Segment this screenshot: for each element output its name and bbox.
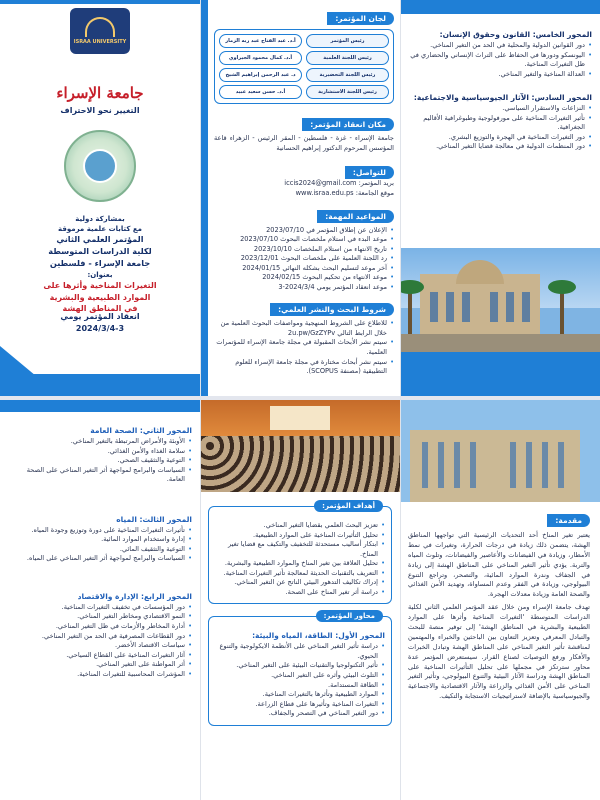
list-item: • أدارة المخاطر والأزمات في ظل التغير المناخي. bbox=[8, 622, 192, 632]
conference-title-line: الموارد الطبيعية والبشرية bbox=[49, 292, 151, 302]
committee-name: أ.د. حسن سعيد عبيد bbox=[219, 85, 302, 99]
contact-title: للتواصل: bbox=[345, 166, 394, 179]
axis1-list bbox=[215, 642, 385, 718]
list-item: • إدراك تكاليف التدهور البيئي الناتج عن التغير المناخي. bbox=[215, 578, 385, 588]
list-item: • موعد البدء في استلام ملخصات البحوث 2023/07/10 bbox=[214, 235, 394, 245]
list-item: • سيتم نشر الأبحاث المقبولة في مجلة جامعة الإسراء للمؤتمرات العلمية. bbox=[214, 338, 394, 357]
axes-2-4-panel bbox=[0, 400, 200, 800]
cover-line: جامعة الإسراء - فلسطين bbox=[49, 258, 151, 269]
axis2-title: المحور الثاني: الصحة العامة bbox=[90, 426, 192, 435]
axis3-list bbox=[8, 526, 192, 564]
top-band bbox=[0, 400, 200, 412]
conference-title-line: التغيرات المناخية وأثرها على bbox=[43, 281, 157, 291]
goals-title: أهداف المؤتمر: bbox=[314, 500, 383, 512]
cover-panel bbox=[0, 0, 200, 396]
contact-email[interactable]: بريد المؤتمر: iccis2024@gmail.com bbox=[284, 178, 394, 187]
list-item: • موعد انعقاد المؤتمر يومي 2024/3/4-3 bbox=[214, 283, 394, 293]
list-item: • دور التغيرات المناخية في الهجرة والتوزيع البشري. bbox=[410, 133, 592, 143]
conference-title-line: في المناطق الهشة bbox=[62, 304, 138, 314]
top-accent bbox=[0, 0, 200, 4]
list-item: • التوعية والتثقيف المائي. bbox=[8, 545, 192, 555]
list-item: • دور القوانين الدولية والمحلية في الحد من التغير المناخي. bbox=[410, 41, 592, 51]
list-item: • أثر المواطنة على التغير المناخي. bbox=[8, 660, 192, 670]
list-item: • دور المنظمات الدولية في معالجة قضايا التغير المناخي. bbox=[410, 142, 592, 152]
axis4-list bbox=[8, 603, 192, 679]
list-item: • النزاعات والاستقرار السياسي. bbox=[410, 104, 592, 114]
introduction-panel bbox=[400, 400, 600, 800]
list-item: • الطاقة المستدامة. bbox=[215, 681, 385, 691]
list-item: • تاريخ الانتهاء من استلام الملخصات 2023/10/10 bbox=[214, 245, 394, 255]
intro-title: مقدمة: bbox=[547, 514, 590, 527]
list-item: • سيتم نشر أبحاث مختارة في مجلة جامعة الإسراء للعلوم التطبيقية (مصنفة SCOPUS). bbox=[214, 358, 394, 377]
list-item: • تحليل التأثيرات المناخية على الموارد الطبيعية. bbox=[215, 531, 385, 541]
conference-badge bbox=[64, 130, 136, 202]
list-item: • السياسات والبرامج لمواجهة أثر التغير المناخي على الصحة العامة. bbox=[8, 466, 192, 485]
cover-text bbox=[10, 214, 190, 315]
conference-date-label: انعقاد المؤتمر يومي bbox=[60, 312, 140, 321]
fold-divider bbox=[400, 0, 401, 800]
committee-role: رئيس اللجنة العلمية bbox=[306, 51, 389, 65]
university-building-photo bbox=[400, 248, 600, 352]
committee-role: رئيس المؤتمر bbox=[306, 34, 389, 48]
list-item: • دور التغير المناخي في التصحر والجفاف. bbox=[215, 709, 385, 719]
committee-role: رئيس اللجنة الاستشارية bbox=[306, 85, 389, 99]
axes-title: محاور المؤتمر: bbox=[316, 610, 383, 622]
committee-name: د. عبد الرحمن إبراهيم الشيخ bbox=[219, 68, 302, 82]
goals-box bbox=[208, 502, 392, 604]
list-item: • الأوبئة والأمراض المرتبطة بالتغير المناخي. bbox=[8, 437, 192, 447]
cover-line: بمشاركة دولية bbox=[75, 215, 125, 223]
list-item: • السياسات والبرامج لمواجهة أثر التغير المناخي على المياه. bbox=[8, 554, 192, 564]
list-item: • دور المؤسسات في تخفيف التغيرات المناخية. bbox=[8, 603, 192, 613]
cover-line: مع كتابات علمية مرموقة bbox=[58, 225, 142, 234]
venue-title: مكان انعقاد المؤتمر: bbox=[302, 118, 394, 131]
list-item: • تحليل العلاقة بين تغير المناخ والموارد الطبيعية والبشرية. bbox=[215, 559, 385, 569]
list-item: • تأثير التكنولوجيا والتقنيات البيئية على التغير المناخي. bbox=[215, 661, 385, 671]
conference-hall-photo bbox=[200, 400, 400, 492]
list-item: • رد اللجنة العلمية على ملخصات البحوث 2023/12/01 bbox=[214, 254, 394, 264]
list-item: • سلامة الغذاء والأمن الغذائي. bbox=[8, 447, 192, 457]
list-item: • آخر موعد لتسليم البحث بشكله النهائي 2024/01/15 bbox=[214, 264, 394, 274]
axis3-title: المحور الثالث: المياه bbox=[116, 514, 192, 524]
list-item: • التعريف بالتقنيات الحديثة لمعالجة تأثير التغيرات المناخية. bbox=[215, 569, 385, 579]
logo-text: ISRAA UNIVERSITY bbox=[73, 39, 127, 45]
list-item: • التلوث البيئي وأثره على التغير المناخي. bbox=[215, 671, 385, 681]
globe-icon bbox=[83, 149, 117, 183]
list-item: • دراسة تأثير التغير المناخي على الأنظمة الايكولوجية والتنوع الحيوي. bbox=[215, 642, 385, 661]
list-item: • الموارد الطبيعية وتأثرها بالتغيرات المناخية. bbox=[215, 690, 385, 700]
list-item: • ابتكار أساليب مستحدثة للتخفيف والتكيف مع قضايا تغير المناخ. bbox=[215, 540, 385, 559]
axes-5-6-panel bbox=[400, 0, 600, 396]
committee-name: أ.د. كمال محمود الجيراوي bbox=[219, 51, 302, 65]
campus-photo bbox=[400, 400, 600, 502]
committees-title: لجان المؤتمر: bbox=[327, 12, 394, 25]
publish-list bbox=[214, 319, 394, 376]
list-item: • تأثيرات التغيرات المناخية على دورة وتوزيع وجودة المياه. bbox=[8, 526, 192, 536]
list-item: • اليونسكو ودورها في الحفاظ على التراث الإنساني والحضاري في ظل التغيرات المناخية. bbox=[410, 51, 592, 70]
top-band bbox=[400, 0, 600, 14]
list-item: • التوعية والتثقيف الصحي. bbox=[8, 456, 192, 466]
fold-divider bbox=[200, 0, 201, 800]
arch-icon bbox=[85, 17, 115, 37]
list-item: • النمو الاقتصادي ومخاطر التغير المناخي. bbox=[8, 612, 192, 622]
committees-panel bbox=[200, 0, 400, 396]
university-logo bbox=[70, 8, 130, 54]
dates-list bbox=[214, 226, 394, 293]
committee-name: أ.د. عبد الفتاح عبد ربه الزمار bbox=[219, 34, 302, 48]
list-item: • العدالة المناخية والتغير المناخي. bbox=[410, 70, 592, 80]
axis2-list bbox=[8, 437, 192, 485]
conference-date: 2024/3/4-3 bbox=[75, 324, 125, 333]
list-item: • للاطلاع على الشروط المنهجية ومواصفات البحوث العلمية من خلال الرابط التالي 2u.pw/GzZYPv bbox=[214, 319, 394, 338]
list-item: • دور القطاعات المصرفية في الحد من التغير المناخي. bbox=[8, 632, 192, 642]
university-name: جامعة الإسراء bbox=[56, 84, 144, 102]
bottom-band bbox=[0, 374, 200, 396]
intro-paragraph: تهدف جامعة الإسراء ومن خلال عقد المؤتمر العلمي الثاني لكلية الدراسات المتوسطة 'التغيرات المناخية وأثرها على الموارد الطبيعية والبشرية في المناطق الهشة' إلى توفير منصة للبحث والتبادل المعرفي وتعزيز التعاون بين الباحثين والخبراء والمهتمين لمناقشة تأثير التغير المناخي على المناطق الهشة وتبادل الخبرات والأفكار ورفع التوصيات لصناع القرار. سيستعرض المؤتمر عدة محاور سترتكز في مجملها على تحليل التأثيرات المناخية على المناطق الهشة ودراسة الآثار البيئية والتنوع البيولوجي، وتأثير التغير المناخي على الأمن الغذائي والزراعة والآثار الاقتصادية والاجتماعية والجيوسياسية بالإضافة لاستراتيجيات الاستجابة والتكيف. bbox=[408, 603, 590, 701]
axis5-title: المحور الخامس: القانون وحقوق الإنسان: bbox=[439, 30, 592, 39]
side-strip bbox=[200, 0, 208, 396]
list-item: • المؤشرات المحاسبية للتغيرات المناخية. bbox=[8, 670, 192, 680]
list-item: • سياسات الاقتصاد الأخضر. bbox=[8, 641, 192, 651]
publish-title: شروط البحث والنشر العلمي: bbox=[270, 303, 394, 316]
list-item: • إدارة واستخدام الموارد المائية. bbox=[8, 535, 192, 545]
list-item: • تعزيز البحث العلمي بقضايا التغير المناخي. bbox=[215, 521, 385, 531]
axis4-title: المحور الرابع: الإدارة والاقتصاد bbox=[77, 591, 192, 601]
axis1-title: المحور الأول: الطاقة، المياه والبيئة: bbox=[252, 631, 385, 641]
committees-box bbox=[214, 29, 394, 104]
bottom-band bbox=[400, 352, 600, 396]
list-item: • التغيرات المناخية وتأثيرها على قطاع الزراعة. bbox=[215, 700, 385, 710]
axes-box bbox=[208, 612, 392, 725]
list-item: • آثار التغيرات المناخية على القطاع السياحي. bbox=[8, 651, 192, 661]
goals-panel bbox=[200, 400, 400, 800]
cover-line: لكلية الدراسات المتوسطة bbox=[48, 246, 152, 257]
intro-paragraph: يعتبر تغير المناخ أحد التحديات الرئيسية التي تواجهها المناطق الهشة، يتضمن ذلك زيادة في درجات الحرارة، وتغيرات في نمط الأمطار، وزيادة في الفيضانات والأعاصير والفيضانات، وتلوث المياه والتربة. يؤدي تأثير التغير المناخي على المناطق الهشة إلى زيادة في الجفاف وندرة الموارد المائية، والتصحر، وتراجع التنوع البيولوجي، وزيادة في الفقر وعدم المساواة، وتهديد الأمن الغذائي والصحة العامة وزيادة معدلات الهجرة. bbox=[408, 531, 590, 599]
cover-line: المؤتمر العلمي الثاني bbox=[56, 234, 144, 245]
axis6-title: المحور السادس: الآثار الجيوسياسية والاجتماعية: bbox=[413, 93, 592, 103]
axis5-list bbox=[410, 41, 592, 79]
dates-title: المواعيد المهمة: bbox=[317, 210, 394, 223]
venue-text: جامعة الإسراء - غزة - فلسطين - المقر الرئيس - الزهراء قاعة المؤسس المرحوم الدكتور إبراهيم الحسانية bbox=[214, 134, 394, 152]
goals-list bbox=[215, 521, 385, 597]
contact-website[interactable]: موقع الجامعة: www.israa.edu.ps bbox=[295, 188, 394, 197]
list-item: • دراسة أثر تغير المناخ على الصحة. bbox=[215, 588, 385, 598]
slogan: التغيير نحو الاحتراف bbox=[60, 106, 140, 115]
list-item: • موعد الانتهاء من تحكيم البحوث 2024/02/15 bbox=[214, 273, 394, 283]
committee-role: رئيس اللجنة التحضيرية bbox=[306, 68, 389, 82]
axis6-list bbox=[410, 104, 592, 152]
list-item: • الإعلان عن إطلاق المؤتمر في 2023/07/10 bbox=[214, 226, 394, 236]
cover-line: بعنوان: bbox=[87, 270, 113, 279]
list-item: • تأثير التغيرات المناخية على مورفولوجية وطبوغرافية الأقاليم الجغرافية. bbox=[410, 114, 592, 133]
